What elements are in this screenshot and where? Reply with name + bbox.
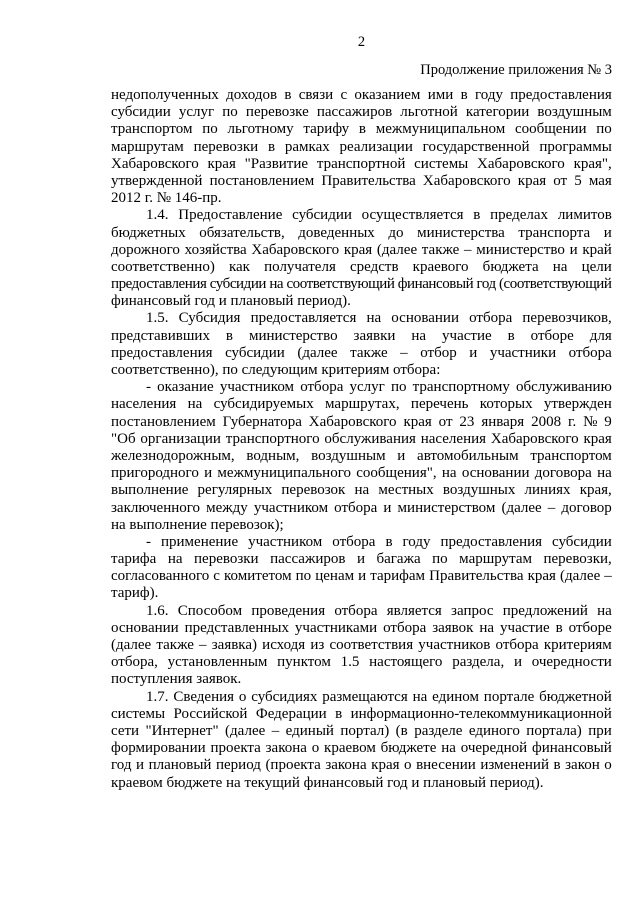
page-number: 2 bbox=[357, 34, 366, 50]
text-line: системы Российской Федерации в информационно-телекоммуникационной bbox=[111, 705, 612, 722]
clause-1-6 bbox=[111, 603, 612, 689]
text-line: формировании проекта закона о краевом бюджете на очередной финансовый bbox=[111, 740, 612, 757]
text-line: основании представленных участниками отбора заявок на участие в отборе bbox=[111, 619, 612, 636]
text-line: выполнение регулярных перевозок на местных воздушных линиях края, bbox=[111, 482, 612, 499]
text-line: отбора, установленным пунктом 1.5 настоящего раздела, и очередности bbox=[111, 654, 612, 671]
document-body bbox=[111, 87, 612, 792]
text-line: утвержденной постановлением Правительства Хабаровского края от 5 мая bbox=[111, 172, 612, 189]
text-line: предоставления субсидии на соответствующий финансовый год (соответствующий bbox=[111, 276, 612, 293]
text-line: 1.5. Субсидия предоставляется на основании отбора перевозчиков, bbox=[146, 310, 612, 327]
text-line: - оказание участником отбора услуг по транспортному обслуживанию bbox=[146, 379, 612, 396]
text-line: дорожного хозяйства Хабаровского края (далее также – министерство и край bbox=[111, 241, 612, 258]
text-line: поступления заявок. bbox=[111, 671, 242, 688]
text-line: пригородного и межмуниципального сообщения", на основании договора на bbox=[111, 465, 612, 482]
text-line: маршрутам перевозки в рамках реализации государственной программы bbox=[111, 138, 612, 155]
clause-1-4 bbox=[111, 207, 612, 310]
text-line: соответственно), по следующим критериям отбора: bbox=[111, 362, 441, 378]
text-line: год и плановый период (проекта закона края о внесении изменений в закон о bbox=[111, 757, 612, 774]
criterion-routes bbox=[111, 379, 612, 534]
criterion-tariff bbox=[111, 534, 612, 603]
text-line: постановлением Губернатора Хабаровского края от 23 января 2008 г. № 9 bbox=[111, 413, 612, 430]
text-line: заключенного между участником отбора и министерством (далее – договор bbox=[111, 499, 612, 516]
text-line: транспортом по льготному тарифу в межмуниципальном сообщении по bbox=[111, 121, 612, 138]
appendix-continuation-header: Продолжение приложения № 3 bbox=[420, 62, 612, 78]
text-line: населения на субсидируемых маршрутах, перечень которых утвержден bbox=[111, 396, 612, 413]
paragraph-continuation bbox=[111, 87, 612, 207]
text-line: сети "Интернет" (далее – единый портал) (в разделе единого портала) при bbox=[111, 722, 612, 739]
clause-1-7 bbox=[111, 689, 612, 792]
text-line: - применение участником отбора в году предоставления субсидии bbox=[146, 533, 612, 550]
text-line: (далее также – заявка) исходя из соответствия участников отбора критериям bbox=[111, 637, 612, 653]
text-line: финансовый год и плановый период). bbox=[111, 293, 351, 310]
text-line: на выполнение перевозок); bbox=[111, 516, 284, 533]
text-line: краевом бюджете на текущий финансовый год и плановый период). bbox=[111, 774, 544, 791]
text-line: Хабаровского края "Развитие транспортной системы Хабаровского края", bbox=[111, 155, 612, 172]
text-line: "Об организации транспортного обслуживания населения Хабаровского края bbox=[111, 430, 612, 447]
text-line: тариф). bbox=[111, 585, 159, 602]
clause-1-5 bbox=[111, 310, 612, 379]
text-line: недополученных доходов в связи с оказанием ими в году предоставления bbox=[111, 87, 612, 103]
text-line: железнодорожным, водным, воздушным и автомобильным транспортом bbox=[111, 447, 612, 464]
text-line: предоставления субсидии (далее также – отбор и участники отбора bbox=[111, 344, 612, 361]
text-line: соответственно) как получателя средств краевого бюджета на цели bbox=[111, 258, 612, 275]
text-line: тарифа на перевозки пассажиров и багажа по маршрутам перевозки, bbox=[111, 551, 612, 568]
text-line: представивших в министерство заявки на участие в отборе для bbox=[111, 327, 612, 344]
text-line: 1.6. Способом проведения отбора является запрос предложений на bbox=[146, 602, 612, 619]
text-line: субсидии услуг по перевозке пассажиров льготной категории воздушным bbox=[111, 104, 612, 121]
text-line: согласованного с комитетом по ценам и тарифам Правительства края (далее – bbox=[111, 568, 612, 585]
text-line: бюджетных обязательств, доведенных до министерства транспорта и bbox=[111, 224, 612, 241]
text-line: 2012 г. № 146-пр. bbox=[111, 190, 222, 207]
text-line: 1.7. Сведения о субсидиях размещаются на едином портале бюджетной bbox=[146, 688, 612, 705]
text-line: 1.4. Предоставление субсидии осуществляется в пределах лимитов bbox=[146, 207, 612, 224]
